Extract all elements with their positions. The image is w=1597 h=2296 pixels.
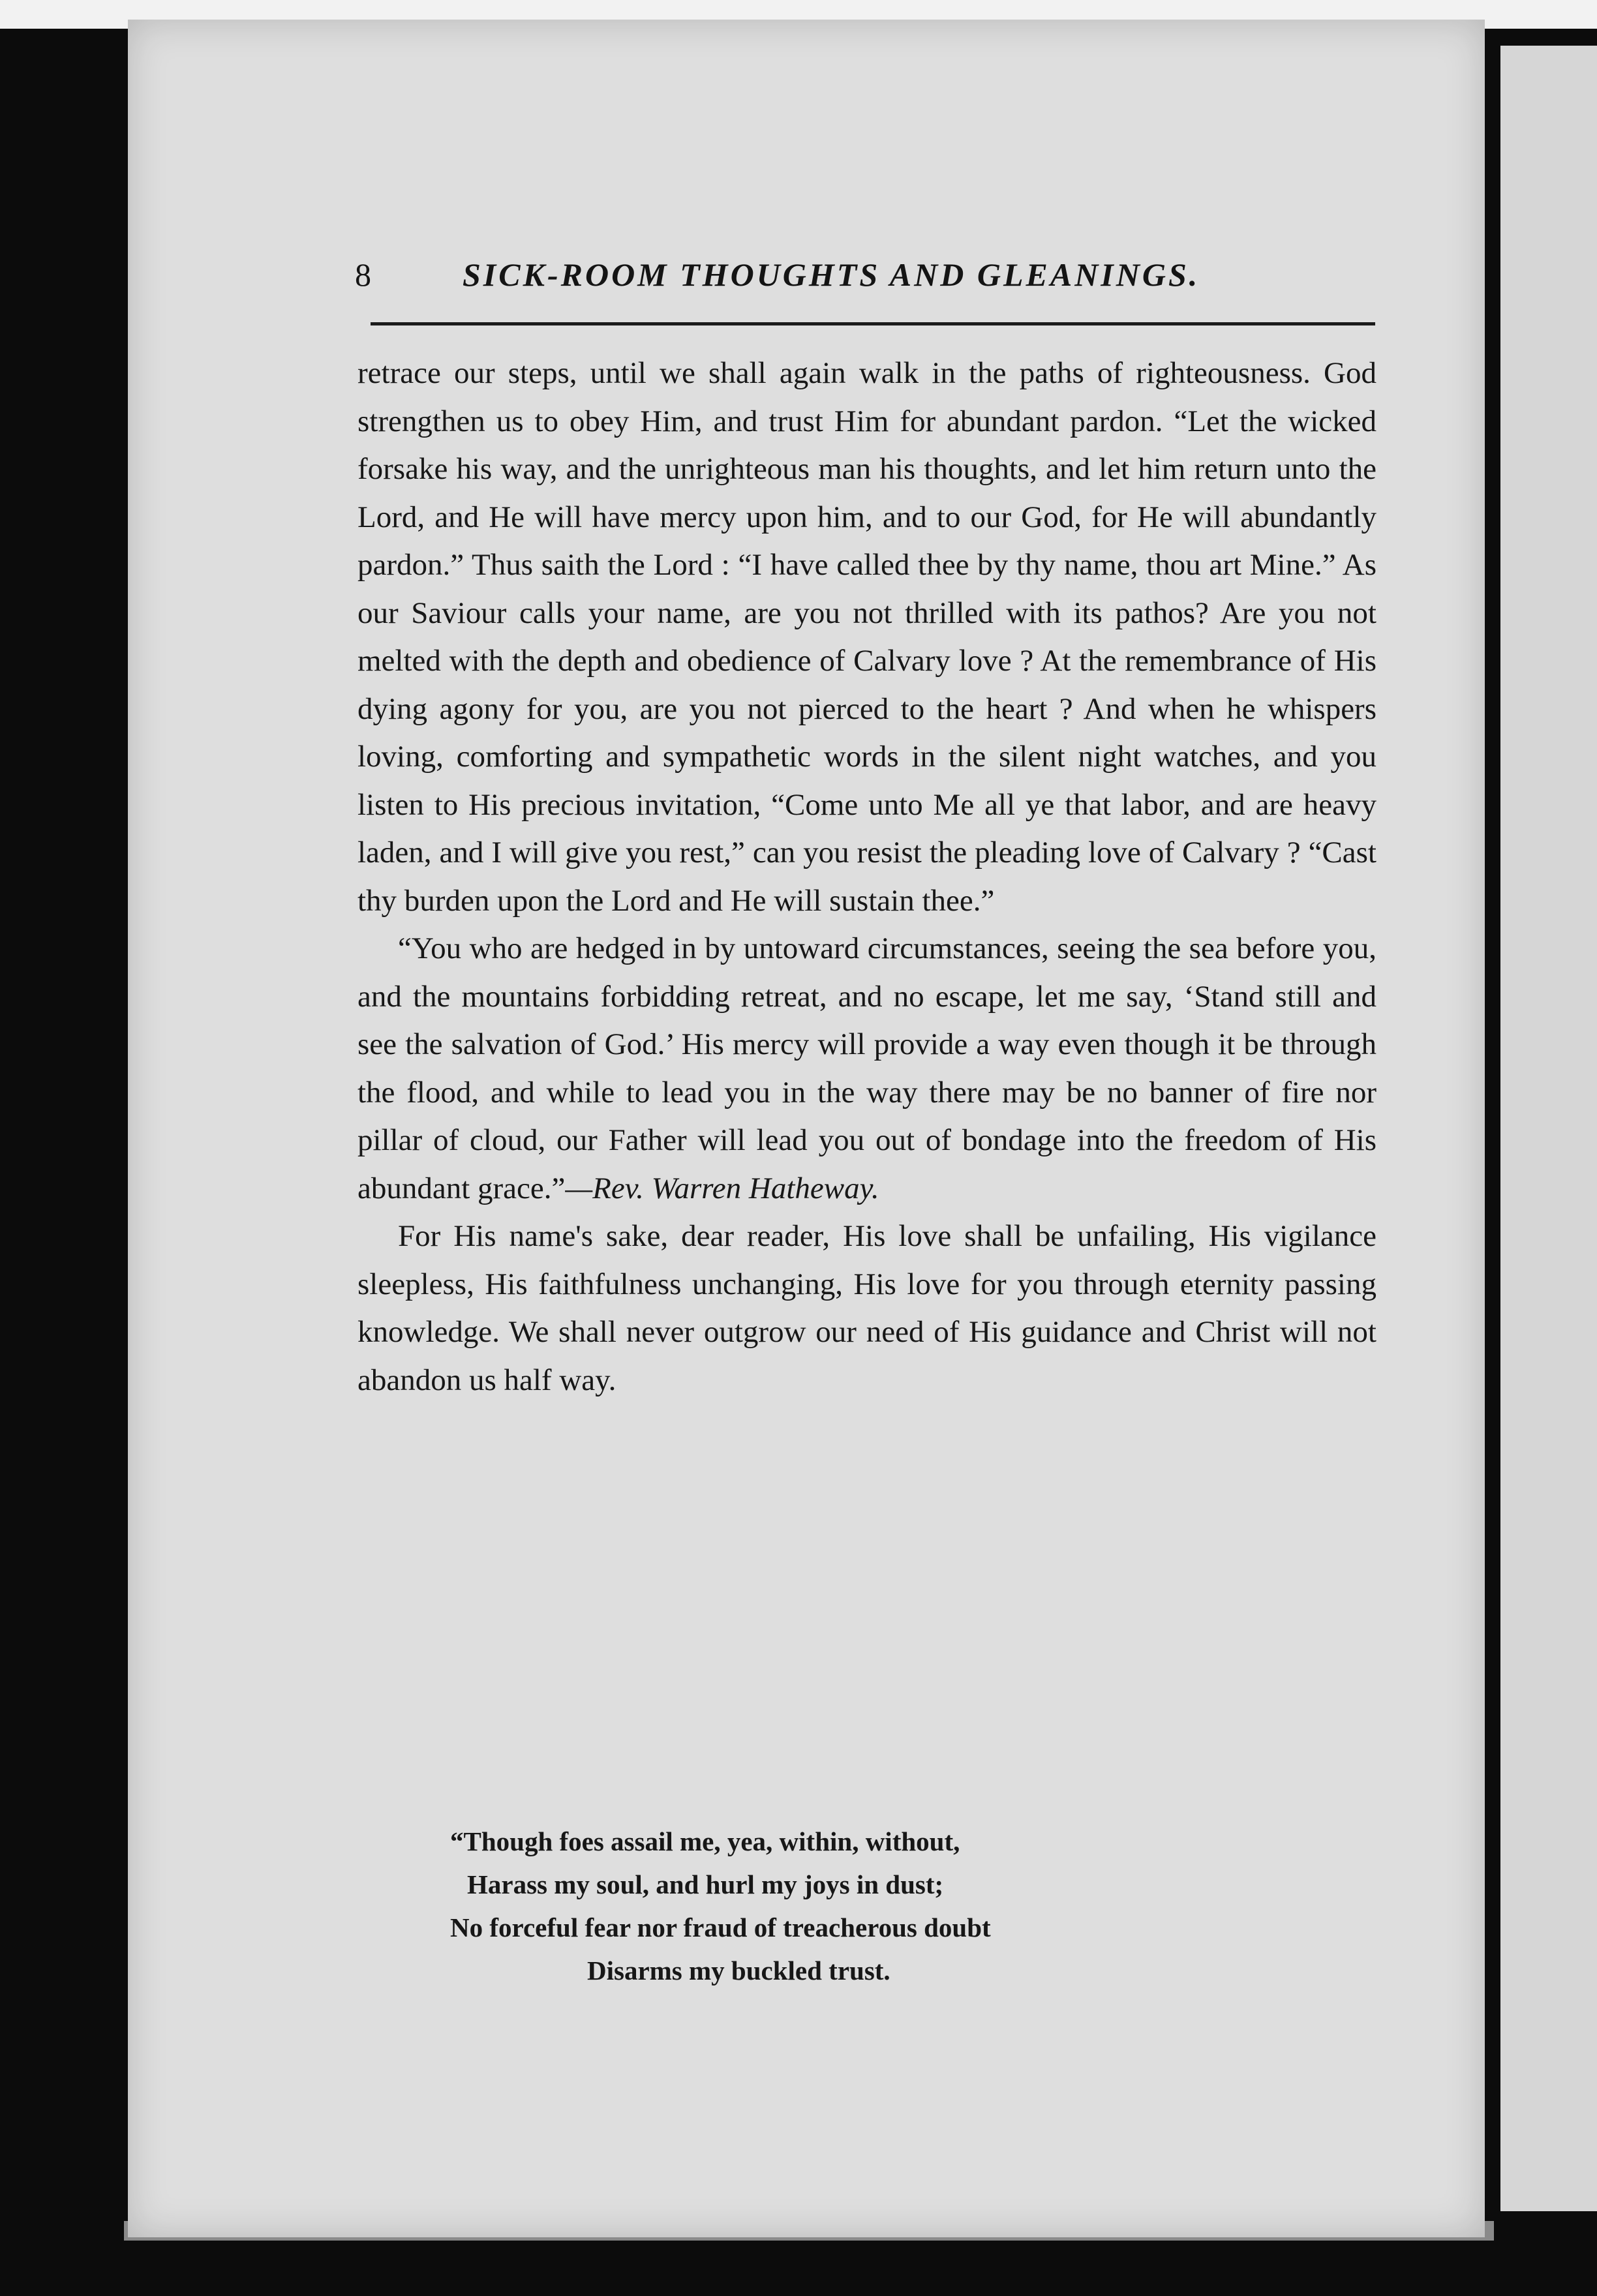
paragraph-2 xyxy=(357,925,1376,1213)
page-number: 8 xyxy=(355,256,371,293)
paragraph-3: For His name's sake, dear reader, His love shall be unfailing, His vigilance sleepless, His faithfulness unchanging, His love for you through eternity passing knowledge. We shall never outgrow our need of His guidance and Christ will not abandon us half way. xyxy=(357,1219,1376,1397)
running-title: SICK-ROOM THOUGHTS AND GLEANINGS. xyxy=(463,256,1200,293)
attribution: —Rev. Warren Hatheway. xyxy=(565,1171,879,1205)
page-header xyxy=(355,256,1373,301)
closing-poem xyxy=(450,1820,1168,1992)
header-rule xyxy=(371,322,1375,325)
poem-line-1: “Though foes assail me, yea, within, without, xyxy=(450,1826,960,1856)
quotation-text: “You who are hedged in by untoward circumstances, seeing the sea before you, and the mountains forbidding retreat, and no escape, let me say, ‘Stand still and see the salvation of God.’ His mercy will provide a way even though it be through the flood, and while to lead you in the way there may be no banner of fire nor pillar of cloud, our Father will lead you out of bondage into the freedom of His abundant grace.” xyxy=(357,931,1376,1205)
page-body xyxy=(357,350,1376,1404)
poem-line-4: Disarms my buckled trust. xyxy=(587,1956,890,1986)
paragraph-1: retrace our steps, until we shall again walk in the paths of righteousness. God strengthen us to obey Him, and trust Him for abundant pardon. “Let the wicked forsake his way, and the unrighteous man his thoughts, and let him return unto the Lord, and He will have mercy upon him, and to our God, for He will abundantly pardon.” Thus saith the Lord : “I have called thee by thy name, thou art Mine.” As our Saviour calls your name, are you not thrilled with its pathos? Are you not melted with the depth and obedience of Calvary love ? At the remembrance of His dying agony for you, are you not pierced to the heart ? And when he whispers loving, comforting and sympathetic words in the silent night watches, and you listen to His precious invitation, “Come unto Me all ye that labor, and are heavy laden, and I will give you rest,” can you resist the pleading love of Calvary ? “Cast thy burden upon the Lord and He will sustain thee.” xyxy=(357,356,1376,918)
facing-page-edge xyxy=(1500,46,1597,2211)
poem-line-2: Harass my soul, and hurl my joys in dust; xyxy=(467,1869,944,1899)
poem-line-3: No forceful fear nor fraud of treacherous doubt xyxy=(450,1912,991,1942)
